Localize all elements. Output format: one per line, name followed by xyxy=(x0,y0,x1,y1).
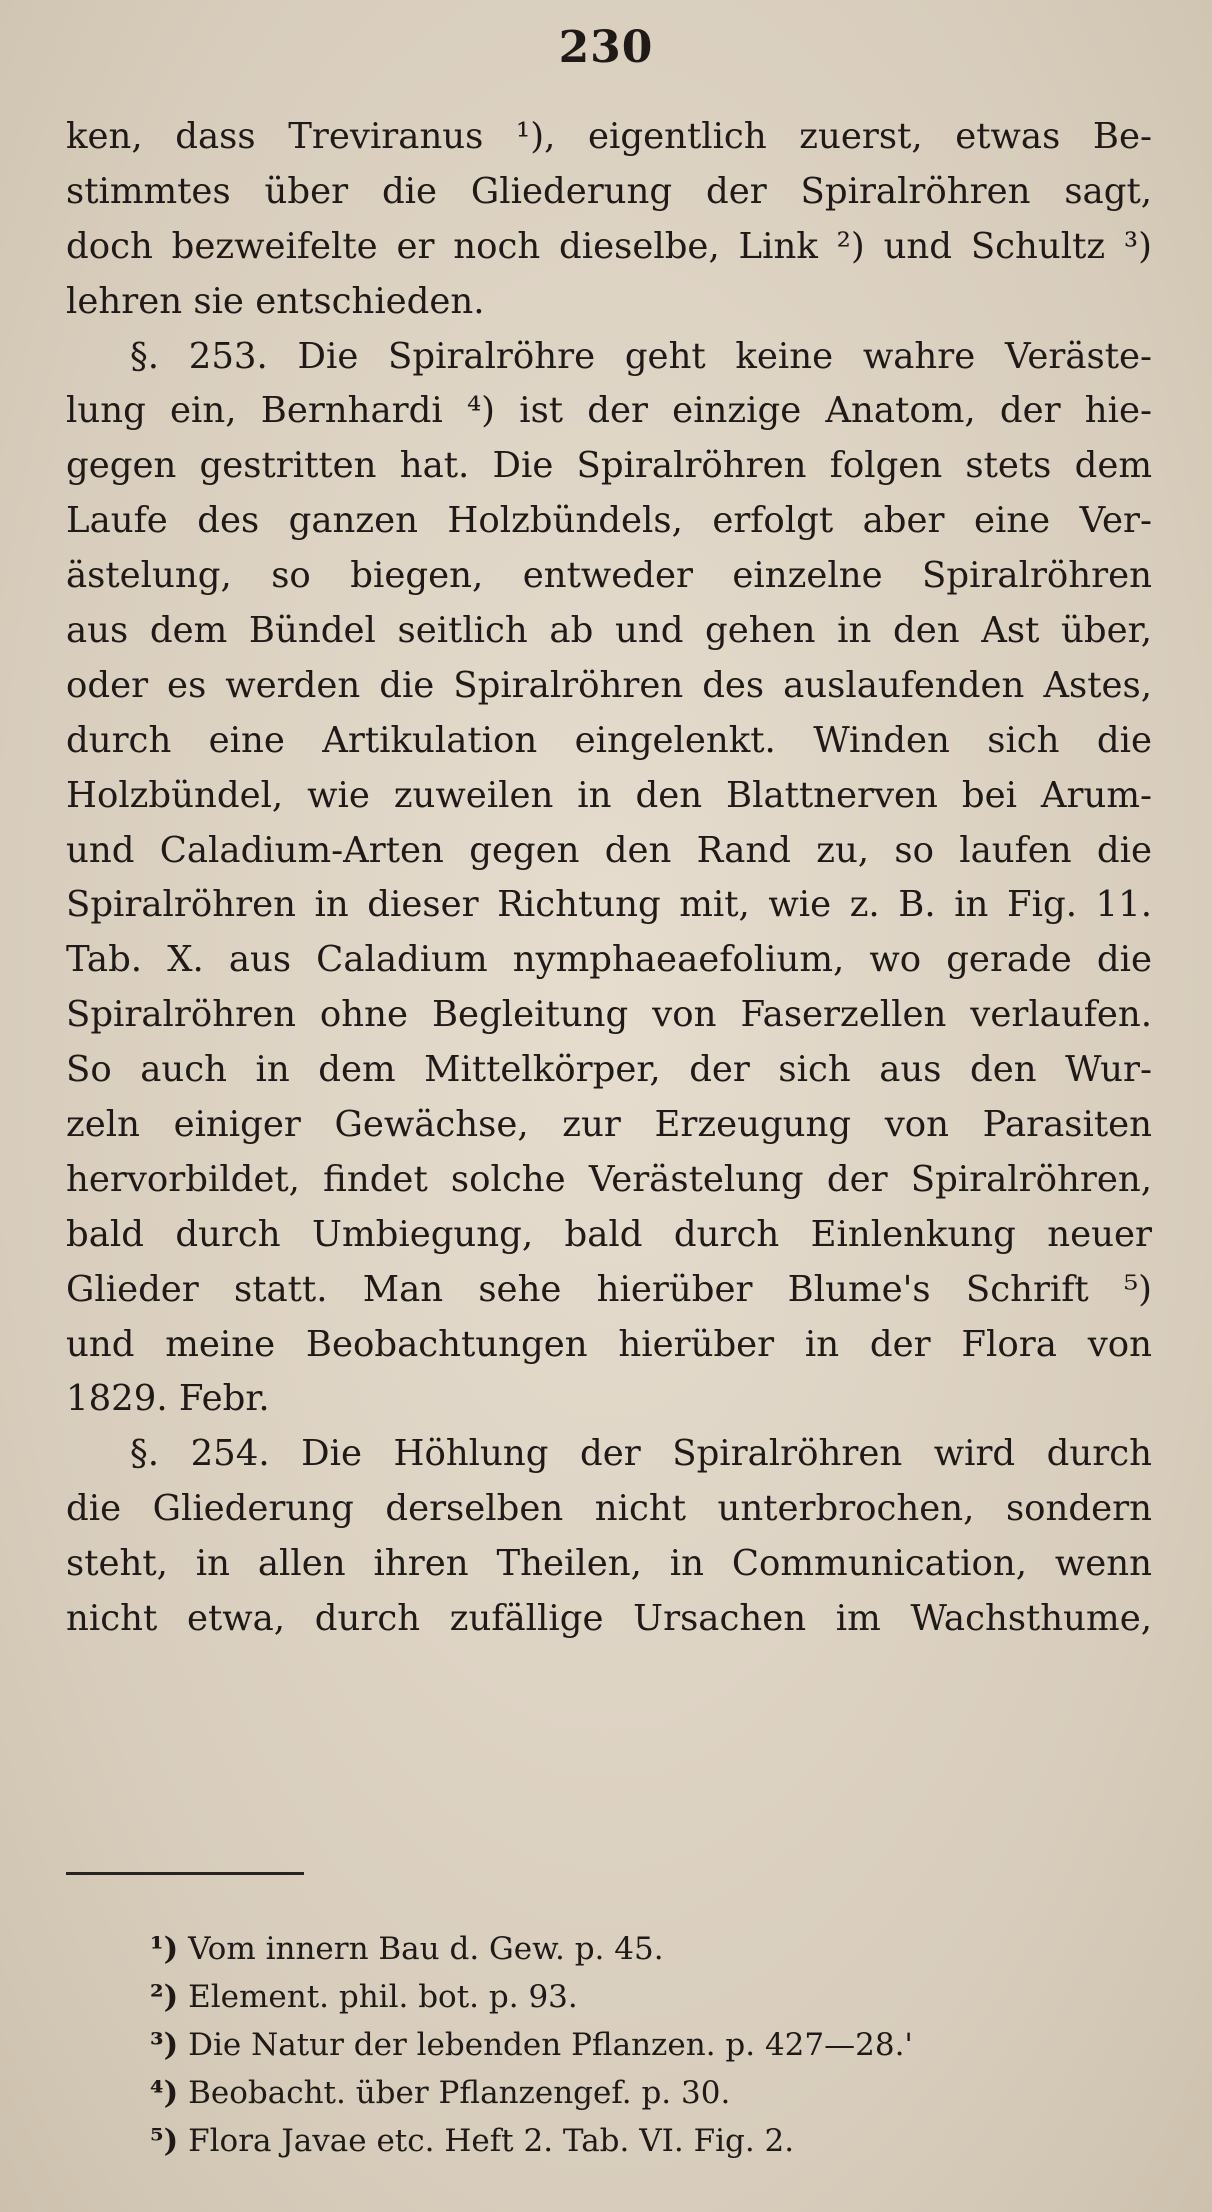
footnote-2 xyxy=(150,1973,1150,2021)
text-line: die Gliederung derselben nicht unterbrochen, sondern xyxy=(66,1488,1152,1530)
text-line: ästelung, so biegen, entweder einzelne Spiralröhren xyxy=(66,555,1152,597)
footnote-marker: ³) xyxy=(150,2027,179,2063)
text-line: 1829. Febr. xyxy=(66,1378,270,1420)
footnote-5 xyxy=(150,2117,1150,2165)
text-line: steht, in allen ihren Theilen, in Communication, wenn xyxy=(66,1543,1152,1585)
footnote-text: Beobacht. über Pflanzengef. p. 30. xyxy=(188,2075,731,2111)
footnote-rule xyxy=(66,1872,304,1875)
text-line: durch eine Artikulation eingelenkt. Winden sich die xyxy=(66,719,1152,761)
text-line: hervorbildet, findet solche Verästelung der Spiralröhren, xyxy=(66,1158,1152,1200)
footnotes xyxy=(150,1925,1150,2165)
text-line: stimmtes über die Gliederung der Spiralröhren sagt, xyxy=(66,170,1152,212)
text-line: aus dem Bündel seitlich ab und gehen in den Ast über, xyxy=(66,610,1152,652)
section-254-heading-line: §. 254. Die Höhlung der Spiralröhren wird durch xyxy=(130,1433,1152,1475)
text-line: Glieder statt. Man sehe hierüber Blume's Schrift ⁵) xyxy=(66,1268,1152,1310)
text-line: nicht etwa, durch zufällige Ursachen im Wachsthume, xyxy=(66,1598,1152,1640)
footnote-4 xyxy=(150,2069,1150,2117)
section-253-heading-line: §. 253. Die Spiralröhre geht keine wahre Veräste- xyxy=(130,335,1152,377)
text-line: zeln einiger Gewächse, zur Erzeugung von Parasiten xyxy=(66,1104,1152,1146)
footnote-marker: ⁴) xyxy=(150,2075,179,2111)
text-line: lung ein, Bernhardi ⁴) ist der einzige Anatom, der hie- xyxy=(66,390,1152,432)
text-line: ken, dass Treviranus ¹), eigentlich zuerst, etwas Be- xyxy=(66,116,1152,157)
text-line: und Caladium-Arten gegen den Rand zu, so laufen die xyxy=(66,829,1152,871)
text-line: Holzbündel, wie zuweilen in den Blattnerven bei Arum- xyxy=(66,774,1152,816)
footnote-3 xyxy=(150,2021,1150,2069)
footnote-text: Vom innern Bau d. Gew. p. 45. xyxy=(188,1931,664,1967)
footnote-text: Flora Javae etc. Heft 2. Tab. VI. Fig. 2. xyxy=(188,2123,795,2159)
text-line: Laufe des ganzen Holzbündels, erfolgt aber eine Ver- xyxy=(66,500,1152,542)
text-line: Tab. X. aus Caladium nymphaeaefolium, wo gerade die xyxy=(66,939,1152,981)
footnote-1 xyxy=(150,1925,1150,1973)
text-line: bald durch Umbiegung, bald durch Einlenkung neuer xyxy=(66,1213,1152,1255)
text-line: Spiralröhren in dieser Richtung mit, wie z. B. in Fig. 11. xyxy=(66,884,1152,926)
text-line: und meine Beobachtungen hierüber in der Flora von xyxy=(66,1323,1152,1365)
footnote-text: Die Natur der lebenden Pflanzen. p. 427—28.' xyxy=(188,2027,913,2063)
text-line: gegen gestritten hat. Die Spiralröhren folgen stets dem xyxy=(66,445,1152,487)
footnote-marker: ⁵) xyxy=(150,2123,179,2159)
text-line: So auch in dem Mittelkörper, der sich aus den Wur- xyxy=(66,1049,1152,1091)
footnote-marker: ¹) xyxy=(150,1931,179,1967)
text-line: doch bezweifelte er noch dieselbe, Link ²) und Schultz ³) xyxy=(66,225,1152,267)
footnote-marker: ²) xyxy=(150,1979,179,2015)
page-number: 230 xyxy=(558,22,654,73)
text-line: oder es werden die Spiralröhren des auslaufenden Astes, xyxy=(66,664,1152,706)
text-line: lehren sie entschieden. xyxy=(66,280,485,322)
footnote-text: Element. phil. bot. p. 93. xyxy=(188,1979,578,2015)
body-text xyxy=(66,110,1152,1647)
text-line: Spiralröhren ohne Begleitung von Faserzellen verlaufen. xyxy=(66,994,1152,1036)
